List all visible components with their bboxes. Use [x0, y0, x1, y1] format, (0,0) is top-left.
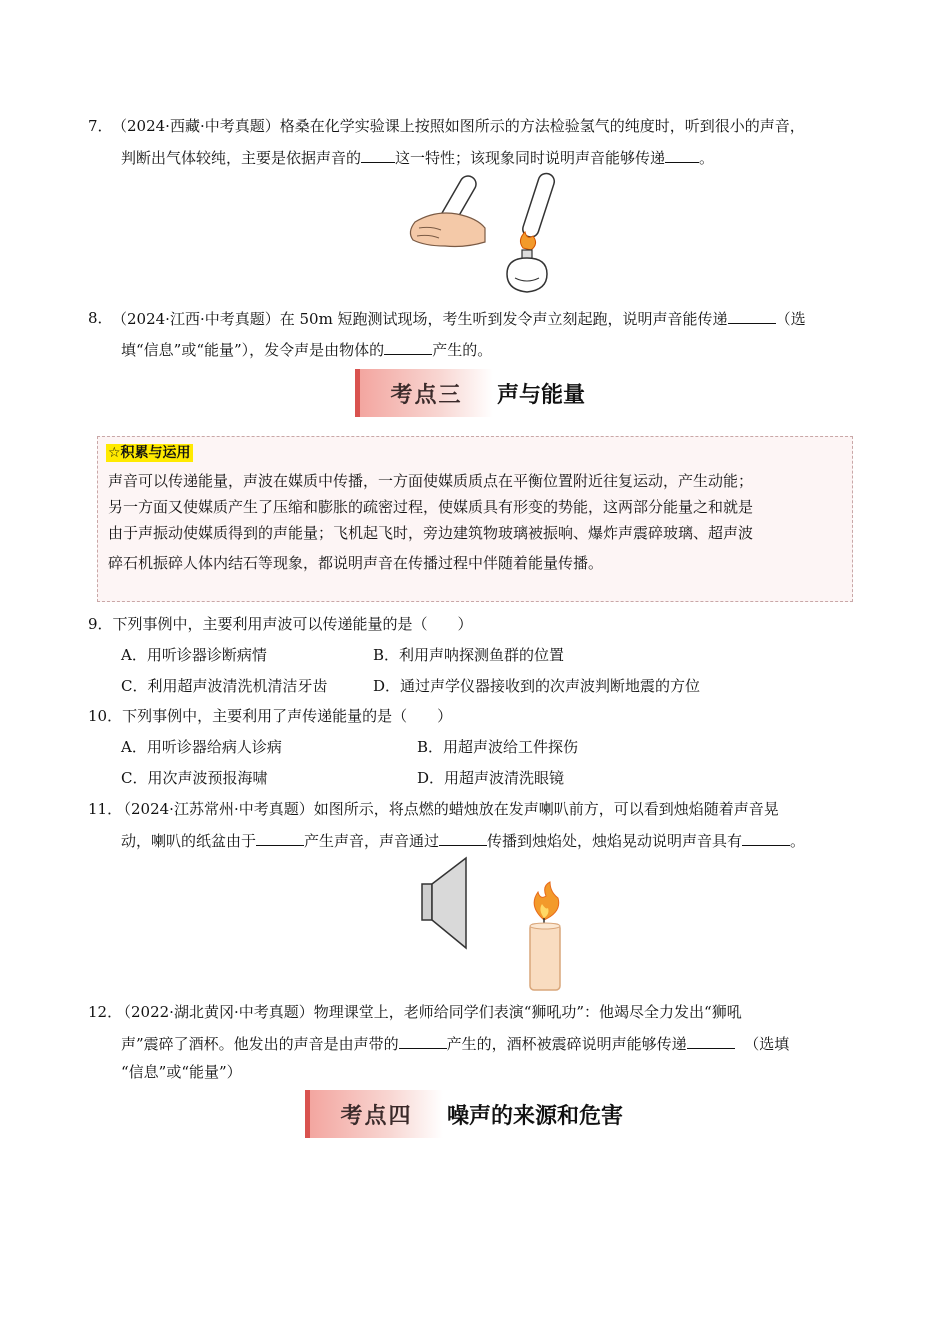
section3-heading [355, 369, 585, 417]
q12-line1: （2022·湖北黄冈·中考真题）物理课堂上，老师给同学们表演“狮吼功”：他竭尽全力发出“狮吼 [116, 1003, 742, 1021]
q7-line1: （2024·西藏·中考真题）格桑在化学实验课上按照如图所示的方法检验氢气的纯度时，听到很小的声音， [112, 117, 805, 135]
knowledge-line-4: 碎石机振碎人体内结石等现象，都说明声音在传播过程中伴随着能量传播。 [108, 554, 604, 572]
q12-blank-1[interactable] [399, 1033, 447, 1049]
section4-heading [305, 1090, 623, 1138]
q11-speaker-candle-figure [420, 852, 570, 994]
q12-line2 [121, 1033, 789, 1054]
q12-line3: “信息”或“能量”） [121, 1063, 242, 1081]
q7-hydrogen-test-figure [405, 170, 575, 298]
q8-text-b: （选 [775, 310, 806, 328]
q10-option-c[interactable]: C．用次声波预报海啸 [121, 769, 268, 787]
q7-blank-2[interactable] [665, 147, 699, 163]
q7-blank-1[interactable] [361, 147, 395, 163]
q8-blank-1[interactable] [728, 308, 776, 324]
q7-text-a: 判断出气体较纯，主要是依据声音的 [121, 149, 362, 167]
q9-option-d[interactable]: D．通过声学仪器接收到的次声波判断地震的方位 [373, 677, 701, 695]
q8-line1 [112, 308, 806, 329]
q11-blank-2[interactable] [439, 830, 487, 846]
q12-blank-2[interactable] [687, 1033, 735, 1049]
q11-text-a: 动，喇叭的纸盆由于 [121, 832, 257, 850]
q7-line2 [121, 147, 714, 168]
q12-text-a: 声”震碎了酒杯。他发出的声音是由声带的 [121, 1035, 399, 1053]
q9-option-c[interactable]: C．利用超声波清洗机清洁牙齿 [121, 677, 328, 695]
q8-line2 [121, 339, 492, 360]
q9-option-a[interactable]: A．用听诊器诊断病情 [121, 646, 267, 664]
knowledge-line-2: 另一方面又使媒质产生了压缩和膨胀的疏密过程，使媒质具有形变的势能，这两部分能量之和就是 [108, 498, 754, 516]
q12-number: 12． [88, 1003, 123, 1021]
q12-text-c: （选填 [744, 1035, 790, 1053]
q11-blank-3[interactable] [742, 830, 790, 846]
q11-line1: （2024·江苏常州·中考真题）如图所示，将点燃的蜡烛放在发声喇叭前方，可以看到烛焰随着声音晃 [116, 800, 779, 818]
section4-tag: 考点四 [305, 1090, 443, 1138]
q10-option-d[interactable]: D．用超声波清洗眼镜 [417, 769, 565, 787]
hand-icon [410, 213, 485, 247]
q11-line2 [121, 830, 805, 851]
section4-title: 噪声的来源和危害 [447, 1103, 624, 1129]
knowledge-line-1: 声音可以传递能量，声波在媒质中传播，一方面使媒质质点在平衡位置附近往复运动，产生动能； [108, 472, 754, 490]
q7-text-c: 。 [699, 149, 715, 167]
q11-text-b: 产生声音，声音通过 [304, 832, 440, 850]
q10-stem: 10．下列事例中，主要利用了声传递能量的是（ ） [88, 707, 453, 725]
speaker-icon [422, 858, 466, 948]
q8-text-d: 产生的。 [432, 341, 493, 359]
candle-icon [530, 882, 560, 990]
q9-stem: 9．下列事例中，主要利用声波可以传递能量的是（ ） [88, 615, 473, 633]
alcohol-lamp-icon [507, 258, 547, 292]
q8-blank-2[interactable] [384, 339, 432, 355]
q7-number: 7． [88, 117, 113, 135]
inverted-test-tube-icon [521, 171, 557, 239]
q8-text-a: （2024·江西·中考真题）在 50m 短跑测试现场，考生听到发令声立刻起跑，说明声音能传递 [112, 310, 728, 328]
section3-title: 声与能量 [497, 382, 586, 408]
q9-option-b[interactable]: B．利用声呐探测鱼群的位置 [373, 646, 565, 664]
q10-option-b[interactable]: B．用超声波给工件探伤 [417, 738, 579, 756]
q8-number: 8． [88, 309, 113, 327]
section3-tag: 考点三 [355, 369, 493, 417]
knowledge-box [97, 436, 853, 602]
q11-blank-1[interactable] [256, 830, 304, 846]
q7-text-b: 这一特性；该现象同时说明声音能够传递 [395, 149, 666, 167]
q8-text-c: 填“信息”或“能量”），发令声是由物体的 [121, 341, 385, 359]
q11-text-d: 。 [790, 832, 806, 850]
q10-option-a[interactable]: A．用听诊器给病人诊病 [121, 738, 282, 756]
q12-text-b: 产生的，酒杯被震碎说明声能够传递 [446, 1035, 687, 1053]
knowledge-line-3: 由于声振动使媒质得到的声能量；飞机起飞时，旁边建筑物玻璃被振响、爆炸声震碎玻璃、超声波 [108, 524, 754, 542]
q11-number: 11． [88, 800, 123, 818]
q11-text-c: 传播到烛焰处，烛焰晃动说明声音具有 [487, 832, 743, 850]
knowledge-box-label: ☆积累与运用 [108, 445, 191, 461]
